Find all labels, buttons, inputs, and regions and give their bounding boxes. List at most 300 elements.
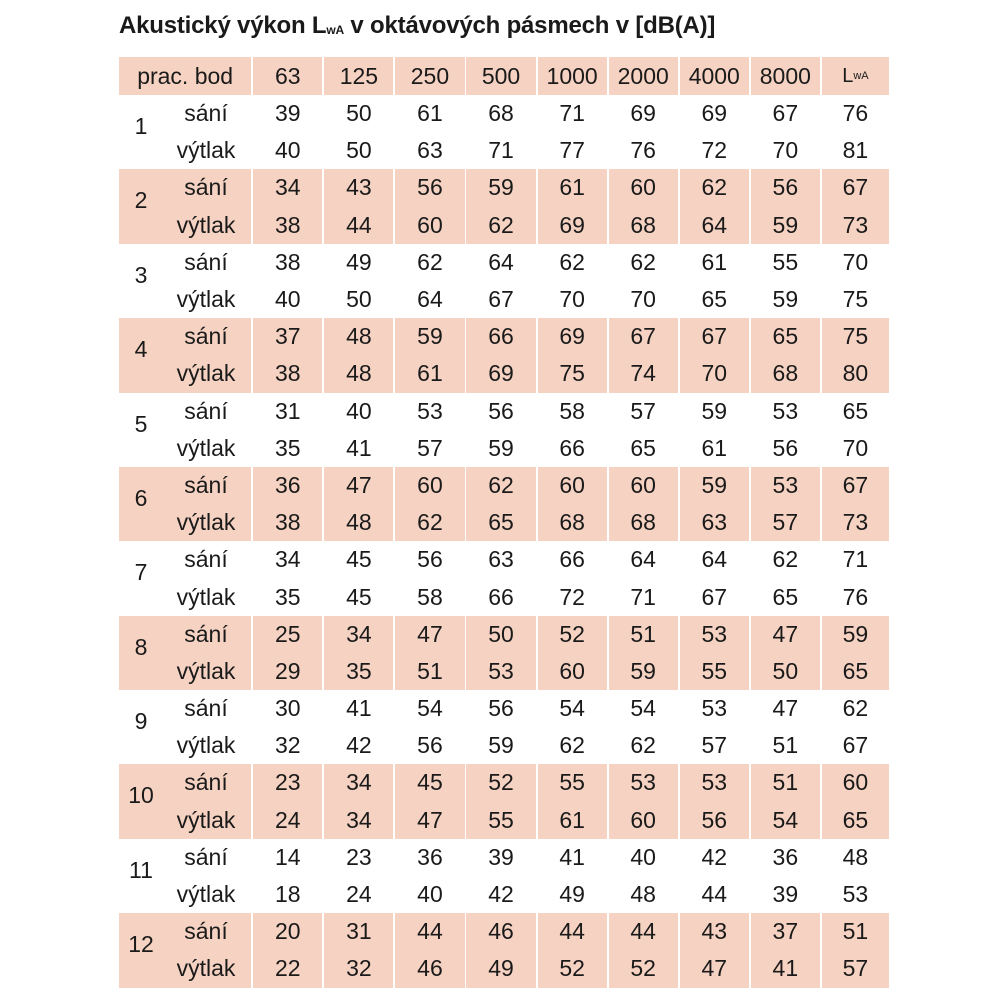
point-cell: [119, 95, 251, 139]
point-group-4: [119, 318, 889, 392]
value-cell: 40: [275, 137, 301, 164]
value-cell: 40: [417, 881, 443, 908]
value-cell: 67: [772, 100, 799, 127]
value-cell: 62: [680, 169, 749, 206]
value-cell: 69: [701, 100, 728, 127]
value-cell: 55: [680, 653, 749, 690]
value-cell: 61: [701, 434, 728, 461]
point-number: 2: [134, 187, 148, 214]
value-cell: 38: [253, 207, 322, 244]
table-row: [119, 913, 889, 958]
value-cell: 62: [842, 695, 869, 722]
value-cell: 47: [395, 802, 464, 839]
value-cell: 14: [275, 843, 301, 870]
value-cell: 44: [609, 913, 678, 950]
header-total-lwa: [822, 57, 889, 95]
value-cell: 59: [488, 434, 514, 461]
value-cell: 62: [466, 467, 535, 504]
value-cell: 34: [275, 546, 301, 573]
value-cell: 48: [630, 881, 656, 908]
value-cell: 30: [275, 695, 301, 722]
table-title: [119, 12, 715, 40]
table-row: [119, 690, 889, 734]
value-cell: 59: [822, 616, 889, 653]
value-cell: 62: [466, 207, 535, 244]
value-cell: 55: [772, 248, 799, 275]
value-cell: 44: [538, 913, 607, 950]
value-cell: 67: [488, 286, 514, 313]
value-cell: 71: [842, 546, 869, 573]
table-header-row: [119, 57, 889, 95]
discharge-label: výtlak: [176, 509, 236, 536]
value-cell: 36: [772, 843, 799, 870]
value-cell: 29: [253, 653, 322, 690]
point-cell: [119, 393, 251, 437]
value-cell: 47: [680, 950, 749, 987]
title-subscript: wA: [326, 23, 344, 38]
value-cell: 68: [751, 355, 820, 392]
value-cell: 67: [822, 169, 889, 206]
value-cell: 41: [346, 695, 372, 722]
value-cell: 66: [559, 546, 585, 573]
value-cell: 69: [538, 318, 607, 355]
value-cell: 80: [822, 355, 889, 392]
discharge-label: výtlak: [176, 211, 236, 238]
value-cell: 59: [772, 286, 799, 313]
table-row: [119, 207, 889, 244]
value-cell: 53: [842, 881, 869, 908]
value-cell: 67: [609, 318, 678, 355]
value-cell: 53: [680, 616, 749, 653]
value-cell: 38: [253, 355, 322, 392]
value-cell: 61: [701, 248, 728, 275]
discharge-label: výtlak: [176, 955, 236, 982]
value-cell: 55: [466, 802, 535, 839]
value-cell: 38: [253, 504, 322, 541]
table-row: [119, 393, 889, 437]
value-cell: 68: [609, 207, 678, 244]
value-cell: 43: [324, 169, 393, 206]
value-cell: 44: [395, 913, 464, 950]
point-group-9: [119, 690, 889, 764]
value-cell: 50: [751, 653, 820, 690]
value-cell: 68: [488, 100, 514, 127]
value-cell: 53: [466, 653, 535, 690]
value-cell: 81: [842, 137, 869, 164]
table-row: [119, 467, 889, 511]
value-cell: 24: [346, 881, 372, 908]
value-cell: 57: [630, 397, 656, 424]
value-cell: 46: [466, 913, 535, 950]
value-cell: 23: [346, 843, 372, 870]
value-cell: 65: [772, 583, 799, 610]
value-cell: 72: [701, 137, 728, 164]
value-cell: 64: [630, 546, 656, 573]
value-cell: 58: [559, 397, 585, 424]
point-cell: [119, 244, 251, 288]
value-cell: 67: [822, 467, 889, 504]
value-cell: 56: [488, 397, 514, 424]
intake-label: sání: [184, 918, 228, 945]
value-cell: 62: [559, 732, 585, 759]
value-cell: 65: [822, 653, 889, 690]
table-row: [119, 281, 889, 318]
header-total-subscript: wA: [853, 70, 869, 82]
point-number: 3: [134, 261, 148, 288]
value-cell: 51: [609, 616, 678, 653]
value-cell: 25: [253, 616, 322, 653]
point-cell: [119, 764, 251, 809]
value-cell: 18: [275, 881, 301, 908]
value-cell: 50: [346, 137, 372, 164]
intake-label: sání: [184, 397, 228, 424]
value-cell: 61: [538, 802, 607, 839]
point-group-12: [119, 913, 889, 987]
value-cell: 41: [346, 434, 372, 461]
value-cell: 46: [395, 950, 464, 987]
table-row: [119, 541, 889, 586]
value-cell: 62: [395, 504, 464, 541]
value-cell: 59: [609, 653, 678, 690]
intake-label: sání: [184, 323, 228, 350]
value-cell: 54: [751, 802, 820, 839]
value-cell: 38: [275, 248, 301, 275]
value-cell: 54: [559, 695, 585, 722]
value-cell: 60: [609, 169, 678, 206]
table-row: [119, 355, 889, 392]
value-cell: 47: [772, 695, 799, 722]
value-cell: 52: [609, 950, 678, 987]
value-cell: 56: [395, 169, 464, 206]
value-cell: 47: [751, 616, 820, 653]
table-row: [119, 764, 889, 809]
value-cell: 57: [822, 950, 889, 987]
value-cell: 67: [701, 583, 728, 610]
table-row: [119, 616, 889, 660]
point-group-2: [119, 169, 889, 243]
discharge-label: výtlak: [176, 881, 236, 908]
discharge-label: výtlak: [176, 657, 236, 684]
table-row: [119, 876, 889, 913]
value-cell: 31: [275, 397, 301, 424]
point-cell: [119, 839, 251, 883]
discharge-label: výtlak: [176, 434, 236, 461]
value-cell: 62: [630, 732, 656, 759]
point-number: 4: [134, 336, 148, 363]
value-cell: 53: [680, 764, 749, 801]
value-cell: 51: [772, 732, 799, 759]
value-cell: 34: [324, 616, 393, 653]
header-band-63: 63: [253, 57, 322, 95]
value-cell: 49: [346, 248, 372, 275]
value-cell: 57: [701, 732, 728, 759]
header-band-2000: 2000: [609, 57, 678, 95]
intake-label: sání: [184, 248, 228, 275]
title-text: Akustický výkon L: [119, 12, 327, 39]
header-band-1000: 1000: [538, 57, 607, 95]
value-cell: 76: [842, 100, 869, 127]
value-cell: 74: [609, 355, 678, 392]
point-number: 9: [134, 708, 148, 734]
intake-label: sání: [184, 620, 228, 647]
table-row: [119, 318, 889, 363]
value-cell: 49: [559, 881, 585, 908]
value-cell: 57: [417, 434, 443, 461]
value-cell: 47: [395, 616, 464, 653]
point-number: 8: [134, 633, 148, 660]
value-cell: 65: [842, 397, 869, 424]
value-cell: 34: [324, 764, 393, 801]
value-cell: 22: [253, 950, 322, 987]
value-cell: 20: [253, 913, 322, 950]
value-cell: 61: [417, 100, 443, 127]
value-cell: 31: [324, 913, 393, 950]
table-row: [119, 839, 889, 883]
value-cell: 45: [346, 546, 372, 573]
value-cell: 70: [630, 286, 656, 313]
point-cell: [119, 318, 251, 363]
point-cell: [119, 913, 251, 958]
value-cell: 23: [253, 764, 322, 801]
point-number: 6: [134, 484, 148, 511]
value-cell: 40: [346, 397, 372, 424]
discharge-label: výtlak: [176, 286, 236, 313]
point-group-8: [119, 616, 889, 690]
value-cell: 68: [609, 504, 678, 541]
value-cell: 53: [417, 397, 443, 424]
value-cell: 42: [346, 732, 372, 759]
value-cell: 37: [253, 318, 322, 355]
value-cell: 44: [701, 881, 728, 908]
value-cell: 44: [324, 207, 393, 244]
value-cell: 66: [559, 434, 585, 461]
value-cell: 65: [630, 434, 656, 461]
table-row: [119, 132, 889, 169]
discharge-label: výtlak: [176, 360, 236, 387]
point-group-10: [119, 764, 889, 838]
point-number: 10: [128, 782, 154, 809]
value-cell: 52: [466, 764, 535, 801]
table-row: [119, 653, 889, 690]
value-cell: 71: [559, 100, 585, 127]
point-cell: [119, 690, 251, 734]
discharge-label: výtlak: [176, 583, 236, 610]
header-band-125: 125: [324, 57, 393, 95]
value-cell: 59: [751, 207, 820, 244]
value-cell: 69: [630, 100, 656, 127]
value-cell: 76: [842, 583, 869, 610]
point-group-11: [119, 839, 889, 913]
value-cell: 70: [559, 286, 585, 313]
value-cell: 37: [751, 913, 820, 950]
value-cell: 42: [701, 843, 728, 870]
header-point-label: prac. bod: [119, 57, 251, 95]
value-cell: 50: [466, 616, 535, 653]
value-cell: 35: [275, 434, 301, 461]
value-cell: 61: [395, 355, 464, 392]
value-cell: 69: [538, 207, 607, 244]
value-cell: 71: [488, 137, 514, 164]
value-cell: 34: [324, 802, 393, 839]
value-cell: 36: [253, 467, 322, 504]
intake-label: sání: [184, 695, 228, 722]
table-row: [119, 169, 889, 214]
value-cell: 61: [538, 169, 607, 206]
point-number: 1: [134, 113, 148, 139]
value-cell: 32: [324, 950, 393, 987]
value-cell: 59: [466, 169, 535, 206]
value-cell: 39: [275, 100, 301, 127]
value-cell: 47: [324, 467, 393, 504]
value-cell: 53: [772, 397, 799, 424]
value-cell: 68: [538, 504, 607, 541]
value-cell: 63: [488, 546, 514, 573]
value-cell: 58: [417, 583, 443, 610]
value-cell: 64: [701, 546, 728, 573]
value-cell: 42: [488, 881, 514, 908]
table-row: [119, 802, 889, 839]
value-cell: 77: [559, 137, 585, 164]
value-cell: 62: [630, 248, 656, 275]
value-cell: 40: [630, 843, 656, 870]
intake-label: sání: [184, 546, 228, 573]
value-cell: 48: [324, 355, 393, 392]
value-cell: 67: [842, 732, 869, 759]
point-number: 7: [134, 559, 148, 586]
value-cell: 39: [772, 881, 799, 908]
point-number: 12: [128, 931, 154, 958]
value-cell: 70: [842, 248, 869, 275]
point-cell: [119, 541, 251, 586]
header-band-250: 250: [395, 57, 464, 95]
value-cell: 48: [842, 843, 869, 870]
value-cell: 34: [253, 169, 322, 206]
value-cell: 64: [680, 207, 749, 244]
table-row: [119, 95, 889, 139]
point-group-1: [119, 95, 889, 169]
header-band-500: 500: [466, 57, 535, 95]
header-band-8000: 8000: [751, 57, 820, 95]
value-cell: 52: [538, 616, 607, 653]
value-cell: 71: [630, 583, 656, 610]
intake-label: sání: [184, 769, 228, 796]
intake-label: sání: [184, 100, 228, 127]
table-body: [119, 95, 889, 988]
value-cell: 60: [822, 764, 889, 801]
value-cell: 59: [395, 318, 464, 355]
header-total-prefix: L: [842, 64, 854, 87]
value-cell: 49: [466, 950, 535, 987]
discharge-label: výtlak: [176, 732, 236, 759]
value-cell: 53: [701, 695, 728, 722]
value-cell: 62: [417, 248, 443, 275]
discharge-label: výtlak: [176, 137, 236, 164]
value-cell: 48: [324, 504, 393, 541]
value-cell: 56: [488, 695, 514, 722]
table-row: [119, 244, 889, 288]
value-cell: 66: [466, 318, 535, 355]
value-cell: 70: [680, 355, 749, 392]
table-row: [119, 950, 889, 987]
value-cell: 65: [701, 286, 728, 313]
table-row: [119, 578, 889, 615]
value-cell: 53: [751, 467, 820, 504]
value-cell: 50: [346, 100, 372, 127]
value-cell: 60: [395, 207, 464, 244]
value-cell: 35: [324, 653, 393, 690]
value-cell: 56: [417, 732, 443, 759]
point-number: 11: [129, 856, 153, 883]
value-cell: 45: [346, 583, 372, 610]
table-row: [119, 727, 889, 764]
table-row: [119, 504, 889, 541]
header-band-4000: 4000: [680, 57, 749, 95]
point-cell: [119, 169, 251, 214]
value-cell: 35: [275, 583, 301, 610]
value-cell: 65: [751, 318, 820, 355]
sound-power-table: [119, 57, 889, 988]
value-cell: 70: [842, 434, 869, 461]
value-cell: 67: [680, 318, 749, 355]
value-cell: 66: [488, 583, 514, 610]
value-cell: 52: [538, 950, 607, 987]
point-group-6: [119, 467, 889, 541]
point-group-7: [119, 541, 889, 615]
point-cell: [119, 467, 251, 511]
point-cell: [119, 616, 251, 660]
value-cell: 59: [488, 732, 514, 759]
value-cell: 73: [822, 504, 889, 541]
value-cell: 60: [538, 653, 607, 690]
value-cell: 56: [680, 802, 749, 839]
value-cell: 56: [417, 546, 443, 573]
value-cell: 56: [772, 434, 799, 461]
value-cell: 36: [417, 843, 443, 870]
value-cell: 62: [559, 248, 585, 275]
value-cell: 51: [395, 653, 464, 690]
value-cell: 60: [395, 467, 464, 504]
value-cell: 43: [680, 913, 749, 950]
value-cell: 41: [751, 950, 820, 987]
value-cell: 40: [275, 286, 301, 313]
value-cell: 55: [538, 764, 607, 801]
intake-label: sání: [184, 471, 228, 498]
value-cell: 63: [680, 504, 749, 541]
intake-label: sání: [184, 174, 228, 201]
value-cell: 75: [842, 286, 869, 313]
value-cell: 69: [466, 355, 535, 392]
value-cell: 60: [538, 467, 607, 504]
value-cell: 41: [559, 843, 585, 870]
point-number: 5: [134, 410, 148, 437]
value-cell: 51: [822, 913, 889, 950]
value-cell: 63: [417, 137, 443, 164]
value-cell: 73: [822, 207, 889, 244]
value-cell: 62: [772, 546, 799, 573]
value-cell: 60: [609, 802, 678, 839]
value-cell: 64: [488, 248, 514, 275]
value-cell: 59: [680, 467, 749, 504]
value-cell: 70: [772, 137, 799, 164]
value-cell: 60: [609, 467, 678, 504]
value-cell: 45: [395, 764, 464, 801]
value-cell: 64: [417, 286, 443, 313]
value-cell: 51: [751, 764, 820, 801]
title-suffix: v oktávových pásmech v [dB(A)]: [343, 12, 716, 39]
value-cell: 75: [538, 355, 607, 392]
value-cell: 59: [701, 397, 728, 424]
value-cell: 56: [751, 169, 820, 206]
